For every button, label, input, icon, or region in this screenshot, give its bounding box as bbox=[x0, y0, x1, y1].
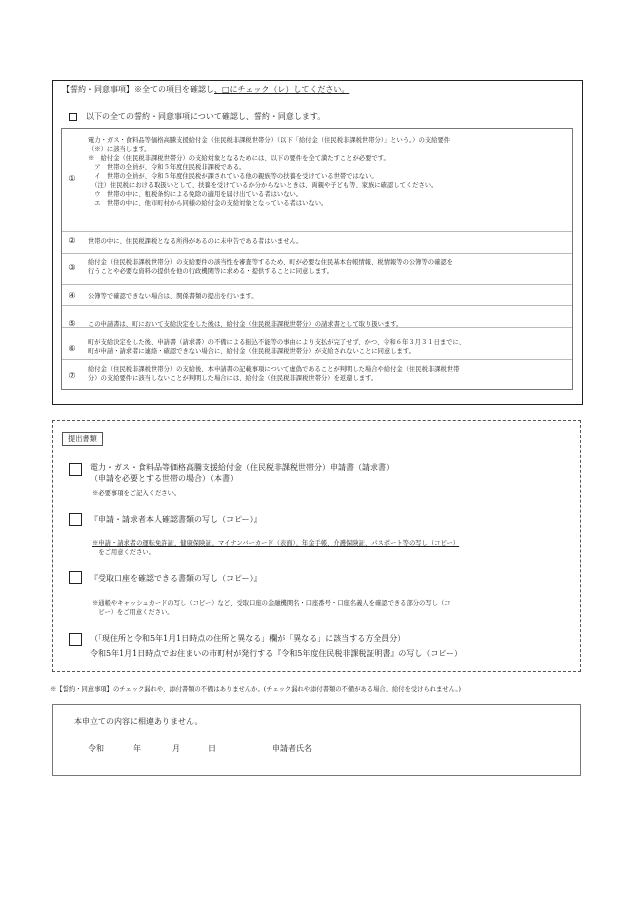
divider bbox=[62, 284, 572, 285]
item-number: ② bbox=[68, 236, 76, 245]
item-number: ⑤ bbox=[68, 319, 76, 328]
document-2-note bbox=[92, 539, 570, 557]
item-number: ① bbox=[68, 174, 76, 183]
text-line: （申請を必要とする世帯の場合）（本書） bbox=[90, 474, 238, 483]
documents-heading: 提出書類 bbox=[62, 432, 103, 446]
text-line: （※）に該当します。 bbox=[88, 146, 151, 153]
pledge-header bbox=[62, 84, 349, 95]
text-line: エ 世帯の中に、他市町村から同様の給付金の支給対象となっている者はいない。 bbox=[88, 200, 328, 207]
pledge-item-7 bbox=[88, 365, 570, 383]
text-line: ※通帳やキャッシュカードの写し（コピー）など、受取口座の金融機関名・口座番号・口座名義人を確認できる部分の写し（コ bbox=[92, 600, 451, 607]
document-1-note: ※必要事項をご記入ください。 bbox=[92, 490, 181, 497]
text-line: ア 世帯の全員が、令和５年度住民税非課税である。 bbox=[88, 164, 246, 171]
text-line: 世帯の中に、住民税課税となる所得があるのに未申告である者はいません。 bbox=[88, 238, 303, 245]
pledge-item-2 bbox=[88, 237, 570, 246]
agree-all-label: 以下の全ての誓約・同意事項について確認し、誓約・同意します。 bbox=[86, 112, 326, 121]
divider bbox=[62, 253, 572, 254]
declaration-statement: 本申立ての内容に相違ありません。 bbox=[74, 717, 203, 726]
divider bbox=[62, 305, 572, 306]
text-line: 町が支給決定をした後、申請書（請求書）の不備による振込不能等の事由により支払が完了せず、かつ、令和６年３月３１日までに、 bbox=[88, 339, 466, 346]
pledge-item-1 bbox=[88, 136, 570, 208]
pledge-header-instruction: 、□にチェック（レ）してください。 bbox=[214, 85, 350, 94]
text-line: ※申請・請求者の運転免許証、健康保険証、マイナンバーカード（表面）、年金手帳、介護保険証、パスポート等の写し（コピー） bbox=[92, 540, 460, 547]
document-3-checkbox[interactable] bbox=[69, 571, 82, 584]
divider bbox=[62, 231, 572, 232]
text-line: 町が申請・請求者に連絡・確認できない場合に、給付金（住民税非課税世帯分）が支給されないことに同意します。 bbox=[88, 348, 415, 355]
text-line: ※ 給付金（住民税非課税世帯分）の支給対象となるためには、以下の要件を全て満たすことが必要です。 bbox=[88, 155, 390, 162]
item-number: ③ bbox=[68, 263, 76, 272]
text-line: 令和5年1月1日時点でお住まいの市町村が発行する『令和5年度住民税非課税証明書』の写し（コピー） bbox=[90, 649, 463, 658]
text-line: 電力・ガス・食料品等価格高騰支援給付金（住民税非課税世帯分）申請書（請求書） bbox=[90, 463, 394, 472]
text-line: 給付金（住民税非課税世帯分）の支給要件の該当性を審査等するため、町が必要な住民基本台帳情報、税情報等の公簿等の確認を bbox=[88, 259, 453, 266]
notice-text: ※【誓約・同意事項】のチェック漏れや、添付書類の不備はありませんか。(チェック漏れや添付書類の不備がある場合、給付を受けられません。) bbox=[50, 686, 461, 693]
text-line: ウ 世帯の中に、租税条約による免除の適用を届け出ている者はいない。 bbox=[88, 191, 303, 198]
document-3-note bbox=[92, 599, 570, 617]
text-line: 電力・ガス・食料品等価格高騰支援給付金（住民税非課税世帯分）（以下「給付金（住民税非課税世帯分）」という。）の支給要件 bbox=[88, 137, 451, 144]
month-label: 月 bbox=[172, 744, 180, 753]
text-line: ピー）をご用意ください。 bbox=[92, 609, 174, 616]
text-line: この申請書は、町において支給決定をした後は、給付金（住民税非課税世帯分）の請求書として取り扱います。 bbox=[88, 321, 403, 328]
year-label: 年 bbox=[133, 744, 141, 753]
document-1-checkbox[interactable] bbox=[69, 463, 82, 476]
text-line: 公簿等で確認できない場合は、関係書類の提出を行います。 bbox=[88, 293, 258, 300]
text-line: 分）の支給要件に該当しないことが判明した場合には、給付金（住民税非課税世帯分）を返還します。 bbox=[88, 375, 378, 382]
era-label: 令和 bbox=[88, 744, 104, 753]
applicant-name-field[interactable] bbox=[325, 740, 565, 756]
document-4-title bbox=[90, 633, 576, 659]
document-3-title: 『受取口座を確認できる書類の写し（コピー）』 bbox=[90, 574, 262, 583]
text-line: イ 世帯の全員が、令和５年度住民税が課されている他の親族等の扶養を受けている世帯ではない。 bbox=[88, 173, 378, 180]
pledge-item-3 bbox=[88, 258, 570, 276]
text-line: 給付金（住民税非課税世帯分）の支給後、本申請書の記載事項について虚偽であることが判明した場合や給付金（住民税非課税世帯 bbox=[88, 366, 460, 373]
pledge-item-6 bbox=[88, 338, 570, 356]
document-4-checkbox[interactable] bbox=[69, 633, 82, 646]
item-number: ④ bbox=[68, 291, 76, 300]
text-line: （「現住所と令和5年1月1日時点の住所と異なる」欄が「異なる」に該当する方全員分） bbox=[90, 634, 406, 643]
pledge-item-4 bbox=[88, 292, 570, 301]
item-number: ⑥ bbox=[68, 344, 76, 353]
text-line: 行うことや必要な資料の提供を他の行政機関等に求める・提供することに同意します。 bbox=[88, 268, 334, 275]
document-2-title: 『申請・請求者本人確認書類の写し（コピー）』 bbox=[90, 515, 262, 524]
applicant-name-label: 申請者氏名 bbox=[272, 744, 312, 753]
document-1-title bbox=[90, 462, 570, 484]
document-2-checkbox[interactable] bbox=[69, 513, 82, 526]
pledge-header-prefix: 【誓約・同意事項】※全ての項目を確認し bbox=[62, 85, 214, 94]
pledge-item-5 bbox=[88, 320, 570, 329]
agree-all-checkbox[interactable] bbox=[69, 113, 77, 121]
day-label: 日 bbox=[208, 744, 216, 753]
text-line: （注）住民税における取扱いとして、扶養を受けているか分からないときは、両親や子ども等、家族に確認してください。 bbox=[88, 182, 438, 189]
item-number: ⑦ bbox=[68, 371, 76, 380]
text-line: をご用意ください。 bbox=[92, 549, 155, 556]
divider bbox=[62, 359, 572, 360]
